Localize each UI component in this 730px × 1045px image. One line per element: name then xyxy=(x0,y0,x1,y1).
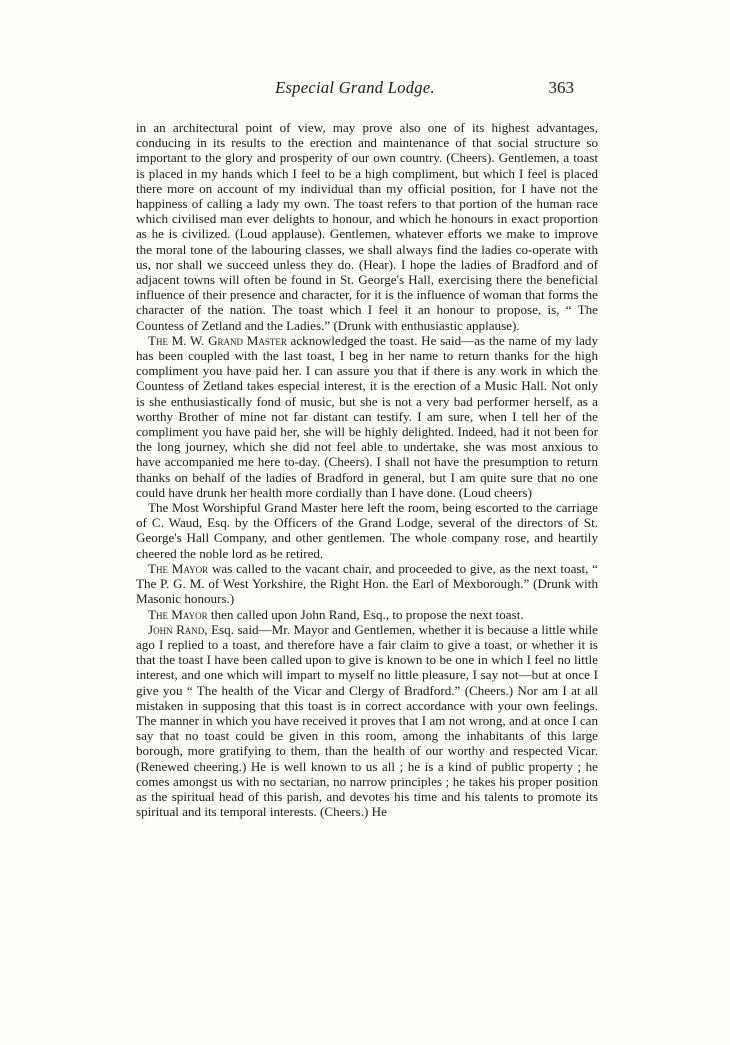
paragraph-text: acknowledged the toast. He said—as the name of my lady has been coupled with the last toast, I beg in her name to return thanks for the high compliment you have paid her. I can assure you that if there is any work in which the Countess of Zetland takes especial interest, it is the erection of a Music Hall. Not only is she enthusiastically fond of music, but she is not a very bad performer herself, as a worthy Brother of mine not far distant can testify. I am sure, when I tell her of the compliment you have paid her, she will be highly delighted. Indeed, had it not been for the long journey, which she did not feel able to undertake, she was most anxious to have accompanied me here to-day. (Cheers). I shall not have the presumption to return thanks on behalf of the ladies of Bradford in general, but I am quite sure that no one could have drunk her health more cordially than I have done. (Loud cheers) xyxy=(136,332,598,500)
speaker-lead: The Mayor xyxy=(148,560,209,576)
paragraph-text: The Most Worshipful Grand Master here left the room, being escorted to the carriage of C. Waud, Esq. by the Officers of the Grand Lodge, several of the directors of St. George's Hall Company, and other gentlemen. The whole company rose, and heartily cheered the noble lord as he retired. xyxy=(136,500,598,561)
speaker-lead: The Mayor xyxy=(148,606,208,622)
paragraph xyxy=(136,607,598,622)
running-title: Especial Grand Lodge. xyxy=(275,78,435,97)
paragraph xyxy=(136,500,598,561)
speaker-lead: John Rand, xyxy=(148,621,208,637)
paragraph xyxy=(136,120,598,333)
page-header xyxy=(136,78,574,104)
speaker-lead: The M. W. Grand Master xyxy=(148,332,287,348)
paragraph xyxy=(136,622,598,820)
paragraph xyxy=(136,561,598,607)
paragraph-text: in an architectural point of view, may prove also one of its highest advantages, conducing in its results to the erection and maintenance of that social structure so important to the glory and prosperity of our own country. (Cheers). Gentlemen, a toast is placed in my hands which I feel to be a high compliment, but which I feel is placed there more on account of my individual than my official position, for I have not the happiness of calling a lady my own. The toast refers to that portion of the human race which civilised man ever delights to honour, and which he honours in exact proportion as he is civilized. (Loud applause). Gentlemen, whatever efforts we make to improve the moral tone of the labouring classes, we shall always find the ladies co-operate with us, nor shall we succeed unless they do. (Hear). I hope the ladies of Bradford and of adjacent towns will often be found in St. George's Hall, exercising there the beneficial influence of their presence and character, for it is the influence of woman that forms the character of the nation. The toast which I feel it an honour to propose, is, “ The Countess of Zetland and the Ladies.” (Drunk with enthusiastic applause). xyxy=(136,120,598,333)
paragraph xyxy=(136,333,598,500)
paragraph-text: Esq. said—Mr. Mayor and Gentlemen, whether it is because a little while ago I replied to a toast, and therefore have a fair claim to give a toast, or whether it is that the toast I have been called upon to give is known to be one in which I feel no little interest, and one which will impart to myself no little pleasure, I say not—but at once I give you “ The health of the Vicar and Clergy of Bradford.” (Cheers.) Nor am I at all mistaken in supposing that this toast is in correct accordance with your own feelings. The manner in which you have received it proves that I am not wrong, and at once I can say that no toast could be given in this room, among the inhabitants of this large borough, more gratifying to them, than the health of our worthy and respected Vicar. (Renewed cheering.) He is well known to us all ; he is a kind of public property ; he comes amongst us with no sectarian, no narrow principles ; he takes his proper position as the spiritual head of this parish, and devotes his time and his talents to promote its spiritual and its temporal interests. (Cheers.) He xyxy=(136,621,598,820)
page-number: 363 xyxy=(548,78,574,97)
paragraph-text: was called to the vacant chair, and proceeded to give, as the next toast, “ The P. G. M. of West Yorkshire, the Right Hon. the Earl of Mexborough.” (Drunk with Masonic honours.) xyxy=(136,560,598,607)
paragraph-text: then called upon John Rand, Esq., to propose the next toast. xyxy=(210,606,524,622)
body-text xyxy=(136,120,598,819)
